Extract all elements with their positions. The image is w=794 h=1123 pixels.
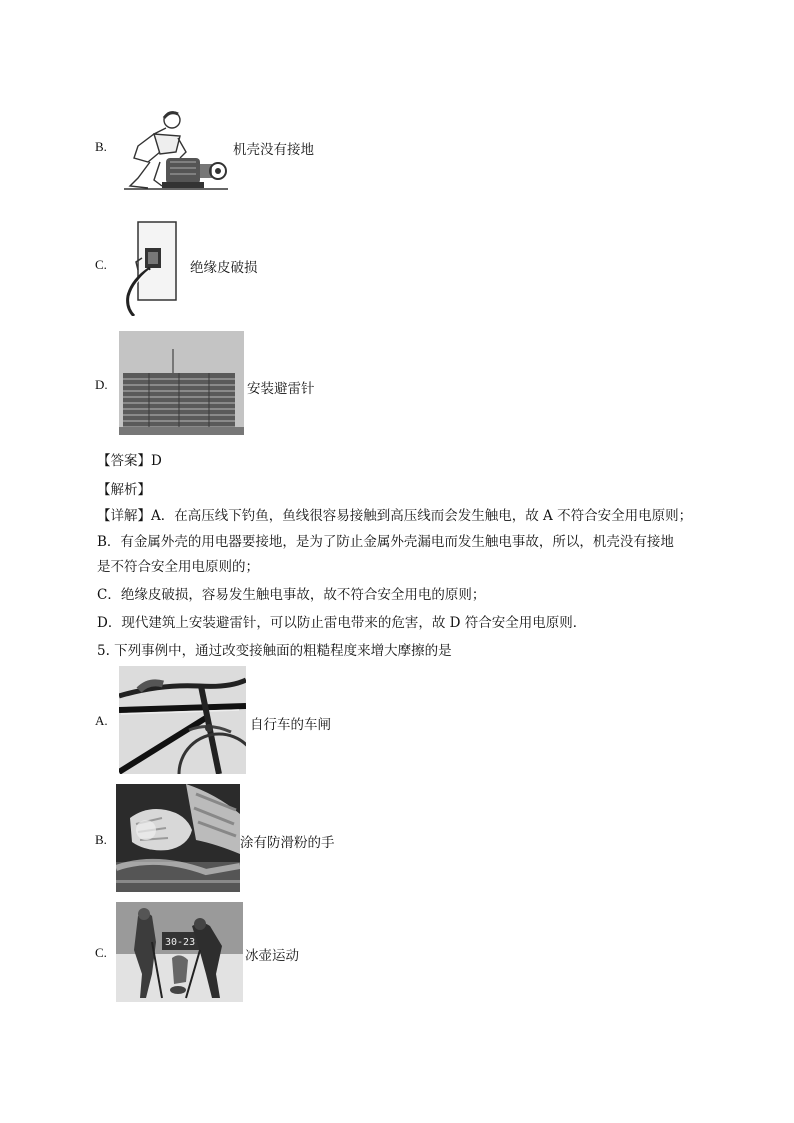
explanation-line: 【详解】A．在高压线下钓鱼，鱼线很容易接触到高压线而会发生触电，故 A 不符合安全用电原则； bbox=[97, 508, 693, 524]
analysis-heading: 【解析】 bbox=[97, 482, 151, 498]
explanation-line: 是不符合安全用电原则的； bbox=[97, 559, 259, 575]
option-c-letter: C. bbox=[95, 257, 107, 272]
explanation-line: D．现代建筑上安装避雷针，可以防止雷电带来的危害，故 D 符合安全用电原则． bbox=[97, 615, 587, 631]
option-b-letter: B. bbox=[95, 832, 107, 847]
damaged-plug-socket-image bbox=[118, 218, 180, 316]
answer-line: 【答案】D bbox=[97, 453, 162, 469]
bicycle-brake-image bbox=[119, 666, 246, 774]
option-d-letter: D. bbox=[95, 377, 108, 392]
option-c-caption: 冰壶运动 bbox=[245, 948, 299, 964]
powder-hand-image bbox=[116, 784, 240, 892]
option-a-letter: A. bbox=[95, 713, 108, 728]
option-b-letter: B. bbox=[95, 139, 107, 154]
question-5-stem: 5. 下列事例中，通过改变接触面的粗糙程度来增大摩擦的是 bbox=[97, 643, 452, 659]
option-c-caption: 绝缘皮破损 bbox=[190, 260, 258, 276]
explanation-line: C．绝缘皮破损，容易发生触电事故，故不符合安全用电的原则； bbox=[97, 587, 486, 603]
worker-motor-image bbox=[120, 106, 230, 192]
option-d-caption: 安装避雷针 bbox=[247, 381, 315, 397]
building-lightning-rod-image bbox=[119, 331, 244, 435]
option-a-caption: 自行车的车闸 bbox=[250, 717, 331, 733]
explanation-line: B．有金属外壳的用电器要接地，是为了防止金属外壳漏电而发生触电事故，所以，机壳没有接地 bbox=[97, 534, 674, 550]
option-c-letter: C. bbox=[95, 945, 107, 960]
curling-image bbox=[116, 902, 243, 1002]
scoreboard-text: 30-23 bbox=[165, 937, 196, 948]
option-b-caption: 机壳没有接地 bbox=[233, 142, 314, 158]
option-b-caption: 涂有防滑粉的手 bbox=[240, 835, 335, 851]
